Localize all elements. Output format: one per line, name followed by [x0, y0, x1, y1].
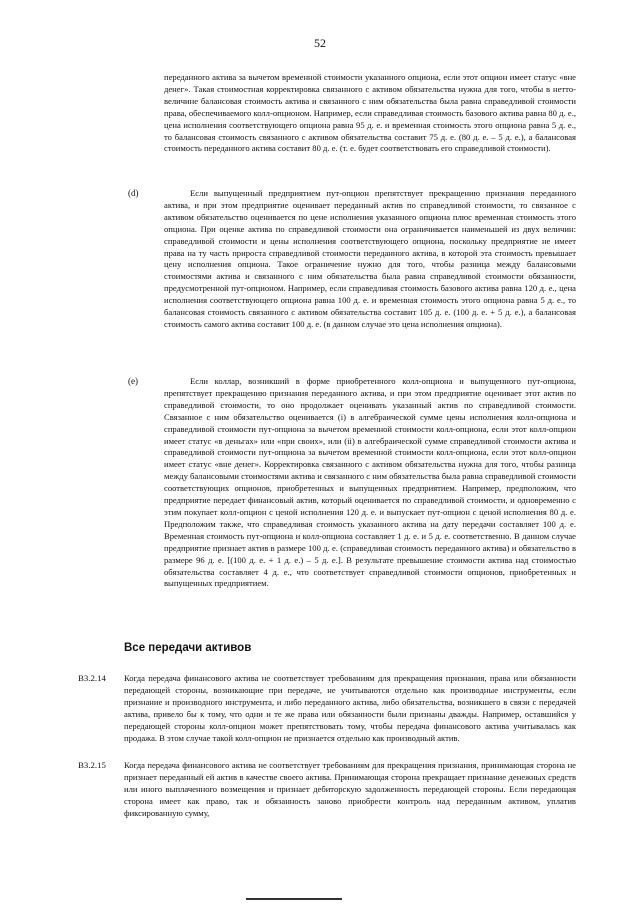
paragraph-b3-2-15: Когда передача финансового актива не соответствует требованиям для прекращения признания, принимающая сторона не признает переданный ей актив в качестве своего актива. Принимающая сторона прекращает признание денежных средств или иного выплаченного возмещения и признает дебиторскую задолженность передающей стороны. Если передающая сторона имеет как право, так и обязанность заново приобрести контроль над переданным активом, уплатив фиксированную сумму, — [124, 760, 576, 818]
paragraph-number-b3-2-14: B3.2.14 — [78, 673, 106, 683]
item-e-text: Если коллар, возникший в форме приобретенного колл-опциона и выпущенного пут-опциона, препятствует прекращению признания переданного актива, и при этом предприятие оценивает этот актив по справедливой стоимости, то оно продолжает оценивать указанный актив по справедливой стоимости. Связанное с ним обязательство оценивается (i) в алгебраической сумме цены исполнения колл-опциона и справедливой стоимости пут-опциона за вычетом временной стоимости колл-опциона, если этот колл-опцион имеет статус «в деньгах» или «при своих», или (ii) в алгебраической сумме справедливой стоимости актива и справедливой стоимости пут-опциона за вычетом временной стоимости колл-опциона, если этот колл-опцион имеет статус «вне денег». Корректировка связанного с активом обязательства нужна для того, чтобы разница между балансовыми стоимостями актива и связанного с ним обязательства была равна справедливой стоимости соответствующих опционов, приобретенных и выпущенных предприятием. Например, предположим, что предприятие передает финансовый актив, который оценивается по справедливой стоимости, и одновременно с этим покупает колл-опцион с ценой исполнения 120 д. е. и выпускает пут-опцион с ценой исполнения 80 д. е. Предположим также, что справедливая стоимость указанного актива на дату передачи составляет 100 д. е. Временная стоимость пут-опциона и колл-опциона составляет 1 д. е. и 5 д. е. соответственно. В данном случае предприятие признает актив в размере 100 д. е. (справедливая стоимость переданного актива) и обязательство в размере 96 д. е. [(100 д. е. + 1 д. е.) – 5 д. е.]. В результате превышение стоимости актива над стоимостью обязательства составляет 4 д. е., что соответствует справедливой стоимости опционов, приобретенных и выпущенных предприятием. — [164, 376, 576, 589]
paragraph-number-b3-2-15: B3.2.15 — [78, 760, 106, 770]
section-heading: Все передачи активов — [124, 642, 252, 654]
item-d-label: (d) — [128, 188, 139, 198]
page-number: 52 — [314, 36, 326, 50]
paragraph-b3-2-14: Когда передача финансового актива не соответствует требованиям для прекращения признания, права или обязанности передающей стороны, возникающие при передаче, не учитываются отдельно как производные инструменты, если признание и производного инструмента, и либо переданного актива, либо обязательства, возникшего в связи с передачей актива, привело бы к тому, что одни и те же права или обязанности были признаны дважды. Например, оставшийся у передающей стороны колл-опцион может препятствовать тому, чтобы передача финансового актива учитывалась как продажа. В этом случае такой колл-опцион не признается отдельно как производный актив. — [124, 673, 576, 743]
item-e-label: (e) — [128, 376, 138, 386]
continuation-paragraph: переданного актива за вычетом временной стоимости указанного опциона, если этот опцион имеет статус «вне денег». Такая стоимостная корректировка связанного с активом обязательства нужна для того, чтобы в нетто-величине балансовая стоимость актива и связанного с ним обязательства была равна справедливой стоимости права, обеспечиваемого колл-опционом. Например, если справедливая стоимость базового актива равна 80 д. е., цена исполнения соответствующего опциона равна 95 д. е. и временная стоимость этого опциона равна 5 д. е., то балансовая стоимость связанного с активом обязательства составит 75 д. е. (80 д. е. – 5 д. е.), а балансовая стоимость переданного актива составит 80 д. е. (т. е. будет соответствовать его справедливой стоимости). — [164, 72, 576, 154]
scan-edge-mark — [246, 898, 342, 900]
item-d-text: Если выпущенный предприятием пут-опцион препятствует прекращению признания переданного актива, и при этом предприятие оценивает переданный актив по справедливой стоимости, то связанное с активом обязательство оценивается по цене исполнения указанного опциона плюс временная стоимость этого опциона. При оценке актива по справедливой стоимости она ограничивается наименьшей из двух величин: справедливой стоимости и цены исполнения соответствующего опциона, поскольку предприятие не имеет права на ту часть прироста справедливой стоимости переданного актива, в которой эта стоимость превышает цену исполнения опциона. Такое ограничение нужно для того, чтобы разница между балансовыми стоимостями актива и связанного с ним обязательства была равна справедливой стоимости обязанности, предусмотренной пут-опционом. Например, если справедливая стоимость базового актива равна 120 д. е., цена исполнения соответствующего опциона равна 100 д. е. и временная стоимость этого опциона равна 5 д. е., то балансовая стоимость связанного с активом обязательства составит 105 д. е. (100 д. е. + 5 д. е.), а балансовая стоимость самого актива составит 100 д. е. (в данном случае это цена исполнения опциона). — [164, 188, 576, 329]
